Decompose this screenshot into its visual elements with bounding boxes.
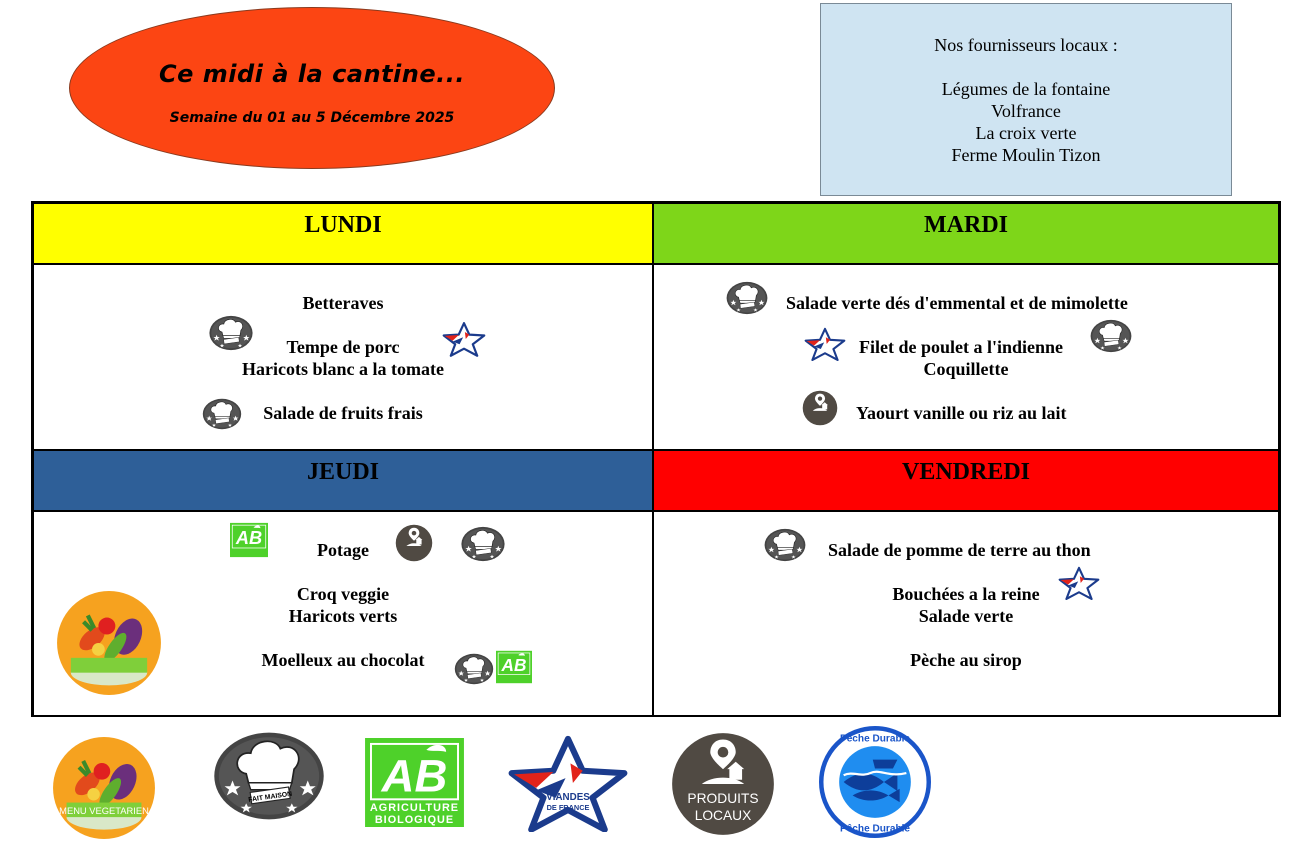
fait-maison-icon [724,281,770,315]
legend-label-ab: AB [381,750,448,802]
dish-main: Bouchées a la reine [892,584,1040,604]
agriculture-biologique-icon [496,650,532,684]
supplier-item: Légumes de la fontaine [941,79,1111,99]
produits-locaux-icon [800,390,840,426]
day-menu-mardi [653,264,1279,450]
dish-starter: Salade de pomme de terre au thon [828,540,1091,560]
dish-starter: Salade verte dés d'emmental et de mimolette [786,293,1128,313]
viandes-de-france-icon [504,734,632,832]
viandes-de-france-icon [1058,566,1100,600]
legend-label-biologique: BIOLOGIQUE [374,814,455,827]
dish-dessert: Pèche au sirop [910,650,1022,670]
legend-label-de-france: DE FRANCE [546,802,590,812]
dish-dessert: Yaourt vanille ou riz au lait [856,403,1067,423]
weekly-menu-table [31,201,1281,717]
suppliers-heading: Nos fournisseurs locaux : [934,35,1118,55]
dish-side: Haricots verts [288,606,398,626]
supplier-item: Volfrance [991,101,1061,121]
supplier-item: Ferme Moulin Tizon [951,145,1101,165]
fait-maison-icon [762,528,808,562]
day-menu-lundi [33,264,653,450]
day-header-vendredi: VENDREDI [653,450,1279,511]
legend-label-viandes: VIANDES [546,792,590,804]
fait-maison-icon [1088,319,1134,353]
menu-vegetarien-icon [48,736,160,840]
legend-label-menu-vegetarien: MENU VEGETARIEN [59,806,149,816]
fait-maison-icon [454,652,494,686]
legend-label-peche-durable-bottom: Pêche Durable [839,823,911,835]
legend-label-agriculture: AGRICULTURE [369,802,460,815]
legend-label-fait-maison: FAIT MAISON [247,790,293,804]
agriculture-biologique-icon [364,738,465,827]
fait-maison-icon [212,730,326,822]
dish-side: Haricots blanc a la tomate [242,359,444,379]
legend-label-produits: PRODUITS [687,791,759,807]
dish-main: Filet de poulet a l'indienne [859,337,1064,357]
legend-label-peche-durable-top: Pêche Durable [839,733,911,745]
dish-side: Coquillette [923,359,1009,379]
dish-dessert: Salade de fruits frais [263,403,423,423]
dish-main: Croq veggie [296,584,390,604]
viandes-de-france-icon [442,321,486,357]
local-suppliers-box [820,3,1232,196]
page-title: Ce midi à la cantine... [159,60,465,88]
day-header-mardi: MARDI [653,203,1279,264]
supplier-item: La croix verte [975,123,1077,143]
produits-locaux-icon [394,524,434,562]
day-header-lundi: LUNDI [33,203,653,264]
week-subtitle: Semaine du 01 au 5 Décembre 2025 [169,110,455,126]
dish-starter: Betteraves [302,293,384,313]
dish-dessert: Moelleux au chocolat [261,650,425,670]
dish-starter: Potage [317,540,369,560]
fait-maison-icon [460,526,506,562]
viandes-de-france-icon [804,327,846,361]
produits-locaux-icon [657,731,789,837]
day-header-jeudi: JEUDI [33,450,653,511]
header-banner [69,7,555,169]
dish-main: Tempe de porc [286,337,400,357]
day-menu-vendredi [653,511,1279,717]
day-menu-jeudi [33,511,653,717]
peche-durable-icon [811,726,939,838]
legend-label-locaux: LOCAUX [694,808,752,824]
dish-side: Salade verte [918,606,1014,626]
